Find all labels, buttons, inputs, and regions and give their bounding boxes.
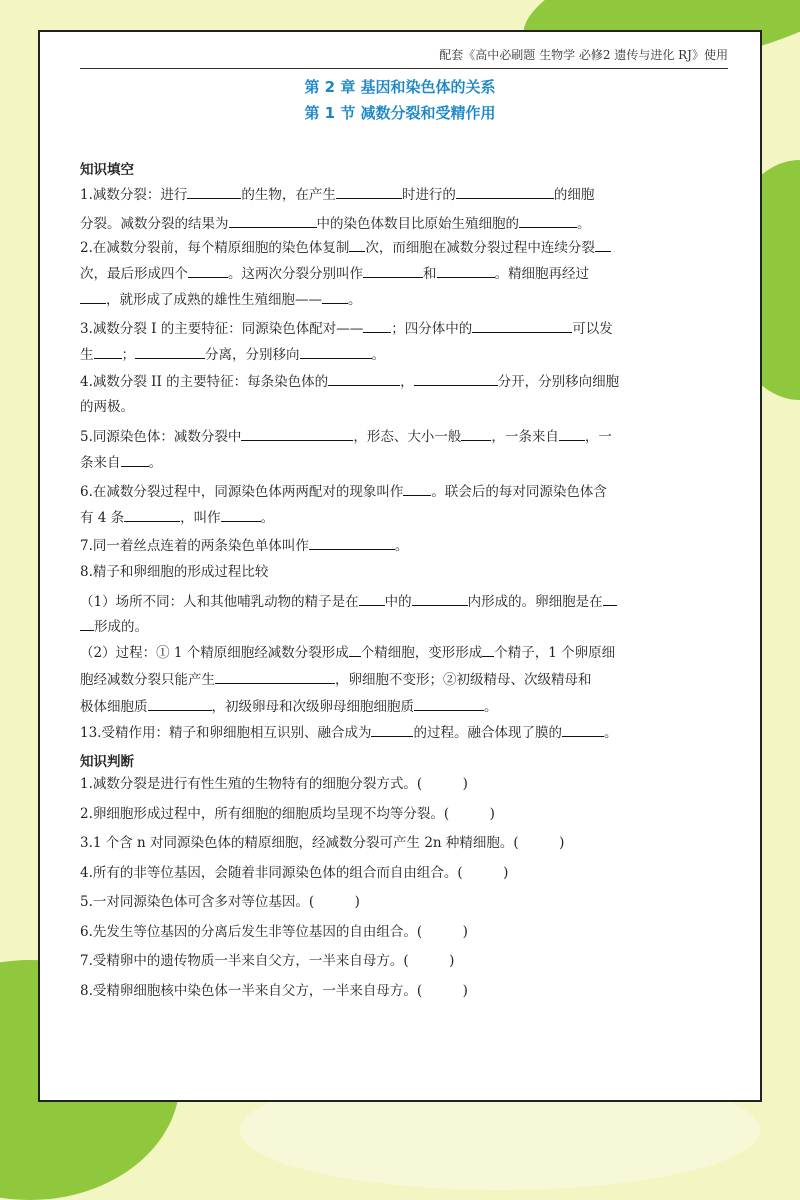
text-line: 的两极。 (80, 399, 134, 415)
text-line: 次，最后形成四个 。这两次分裂分别叫作 和 。精细胞再经过 (80, 266, 589, 282)
judge-item: 3.1 个含 n 对同源染色体的精原细胞，经减数分裂可产生 2n 种精细胞。( ) (80, 835, 565, 851)
text-line: 8.精子和卵细胞的形成过程比较 (80, 564, 269, 580)
text-line: 形成的。 (80, 617, 650, 636)
judge-item: 1.减数分裂是进行有性生殖的生物特有的细胞分裂方式。( ) (80, 776, 468, 792)
text-line: 胞经减数分裂只能产生 ，卵细胞不变形；②初级精母、次级精母和 (80, 672, 592, 688)
text-line: 13.受精作用：精子和卵细胞相互识别、融合成为 的过程。融合体现了膜的 。 (80, 725, 618, 741)
text-line: 6.在减数分裂过程中，同源染色体两两配对的现象叫作 。联会后的每对同源染色体含 (80, 484, 607, 500)
text-line: 1.减数分裂：进行 的生物，在产生 时进行的 的细胞 (80, 187, 595, 203)
text-line: 7.同一着丝点连着的两条染色单体叫作 。 (80, 538, 409, 554)
judge-item: 2.卵细胞形成过程中，所有细胞的细胞质均呈现不均等分裂。( ) (80, 806, 495, 822)
text-line: 有 4 条 ，叫作 。 (80, 510, 275, 526)
text-line: 生 ； 分离，分别移向 。 (80, 347, 385, 363)
text-line: ，就形成了成熟的雄性生殖细胞—— 。 (80, 290, 650, 309)
judge-item: 8.受精卵细胞核中染色体一半来自父方，一半来自母方。( ) (80, 983, 468, 999)
judge-item: 7.受精卵中的遗传物质一半来自父方，一半来自母方。( ) (80, 953, 455, 969)
text-line: 分裂。减数分裂的结果为 中的染色体数目比原始生殖细胞的 。 (80, 216, 591, 232)
text-line: （2）过程：① 1 个精原细胞经减数分裂形成 个精细胞，变形形成 个精子，1 个卵原细 (80, 645, 616, 661)
section-title: 第 1 节 减数分裂和受精作用 (304, 104, 496, 122)
judge-heading: 知识判断 (80, 754, 134, 770)
judge-item: 6.先发生等位基因的分离后发生非等位基因的自由组合。( ) (80, 924, 468, 940)
text-line: 4.减数分裂 II 的主要特征：每条染色体的 ， 分开，分别移向细胞 (80, 374, 620, 390)
page-header: 配套《高中必刷题 生物学 必修2 遗传与进化 RJ》使用 (80, 46, 728, 69)
text-line: （1）场所不同：人和其他哺乳动物的精子是在 中的 内形成的。卵细胞是在 (80, 592, 650, 611)
judge-item: 4.所有的非等位基因，会随着非同源染色体的组合而自由组合。( ) (80, 865, 509, 881)
text-line: 条来自 。 (80, 455, 162, 471)
text-line: 2.在减数分裂前，每个精原细胞的染色体复制 次，而细胞在减数分裂过程中连续分裂 (80, 238, 650, 257)
text-line: 5.同源染色体：减数分裂中 ，形态、大小一般 ，一条来自 ，一 (80, 429, 612, 445)
chapter-title: 第 2 章 基因和染色体的关系 (304, 78, 496, 96)
fill-heading: 知识填空 (80, 162, 134, 178)
text-line: 极体细胞质 ，初级卵母和次级卵母细胞细胞质 。 (80, 699, 498, 715)
judge-item: 5.一对同源染色体可含多对等位基因。( ) (80, 894, 360, 910)
text-line: 3.减数分裂 I 的主要特征：同源染色体配对—— ；四分体中的 可以发 (80, 321, 613, 337)
